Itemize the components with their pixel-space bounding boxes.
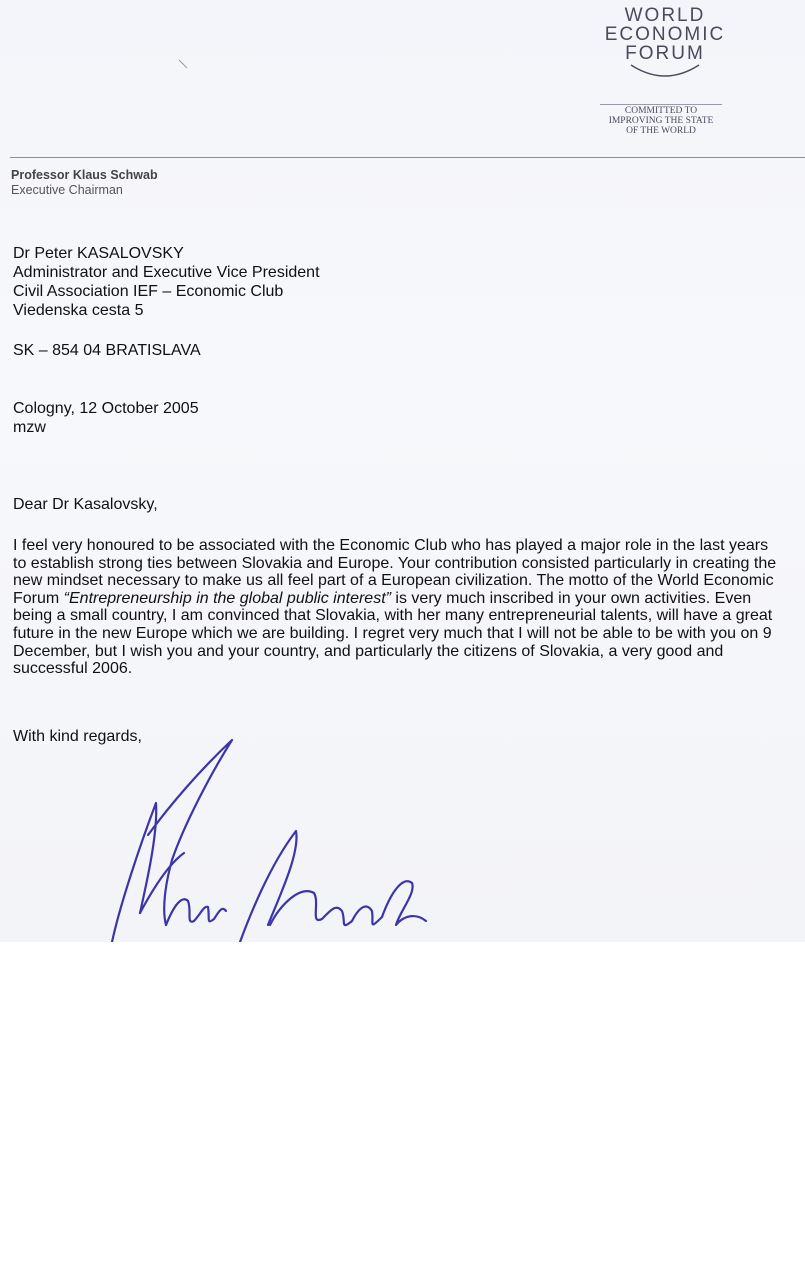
sender-name: Professor Klaus Schwab [11, 168, 158, 182]
recipient-address [13, 244, 320, 320]
recipient-organization: Civil Association IEF – Economic Club [13, 283, 284, 300]
letter-body [13, 537, 783, 678]
logo-line-economic: ECONOMIC [604, 24, 726, 45]
recipient-position: Administrator and Executive Vice President [13, 264, 320, 281]
reference-initials: mzw [13, 419, 46, 436]
letter-date: Cologny, 12 October 2005 [13, 400, 199, 417]
paper-speck [178, 59, 190, 71]
recipient-name: Dr Peter KASALOVSKY [13, 245, 184, 262]
wef-logo [590, 6, 740, 79]
dateline [13, 399, 199, 437]
header-divider [10, 157, 805, 158]
logo-line-forum: FORUM [625, 43, 705, 64]
sender-title: Executive Chairman [11, 183, 123, 197]
wef-motto: “Entrepreneurship in the global public interest” [63, 589, 391, 607]
body-text-start: I feel very honoured to be associated with the Economic Club who has played a major role in the last years to establish strong ties between Slovakia and Europe. Your contribution consisted particularly in creating the new mindset necessary to make us all feel part of a European civilization. The motto of the World Economic Forum [13, 537, 777, 607]
tagline-rule [600, 104, 722, 105]
tagline-line: COMMITTED TO [624, 106, 698, 116]
logo-line-world: WORLD [624, 5, 706, 26]
logo-arc-icon [625, 63, 705, 79]
tagline-line: OF THE WORLD [626, 126, 696, 136]
handwritten-signature [100, 735, 440, 942]
closing: With kind regards, [13, 728, 142, 745]
body-text-end: is very much inscribed in your own activities. Even being a small country, I am convinced that Slovakia, with her many entrepreneurial talents, will have a great future in the new Europe which we are building. I regret very much that I will not be able to be with you on 9 December, but I wish you and your country, and particularly the citizens of Slovakia, a very good and successful 2006. [13, 589, 773, 678]
sender-block [11, 167, 158, 197]
recipient-city: SK – 854 04 BRATISLAVA [13, 342, 201, 359]
salutation: Dear Dr Kasalovsky, [13, 496, 158, 513]
logo-tagline [590, 106, 732, 136]
tagline-line: IMPROVING THE STATE [608, 116, 714, 126]
recipient-street: Viedenska cesta 5 [13, 302, 144, 319]
